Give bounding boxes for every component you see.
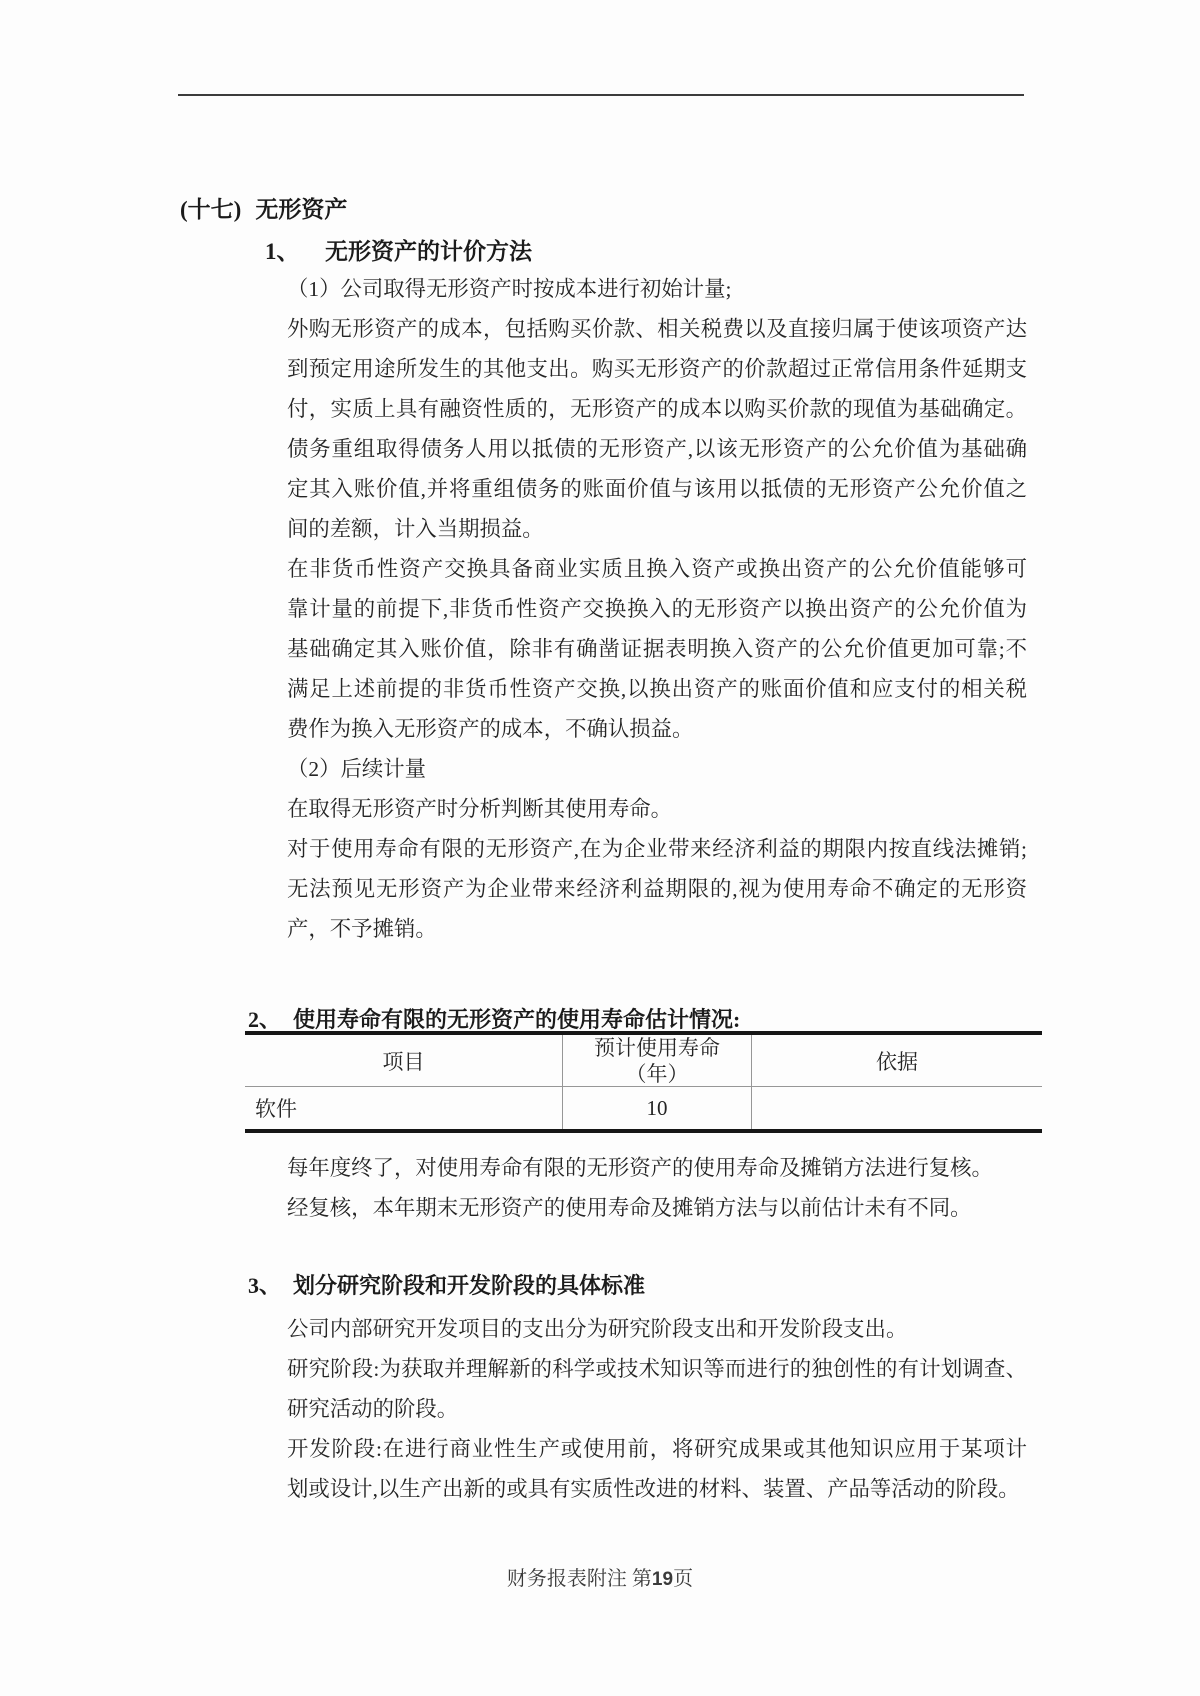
paragraph-line: 到预定用途所发生的其他支出。购买无形资产的价款超过正常信用条件延期支 — [287, 357, 1027, 381]
subsection-1-heading — [265, 236, 532, 268]
paragraph-line: 研究阶段:为获取并理解新的科学或技术知识等而进行的独创性的有计划调查、 — [287, 1357, 1027, 1381]
paragraph-line: 外购无形资产的成本，包括购买价款、相关税费以及直接归属于使该项资产达 — [287, 317, 1027, 341]
footer-page-number: 19 — [651, 1569, 674, 1590]
page-footer — [0, 1565, 1200, 1594]
paragraph-line: 公司内部研究开发项目的支出分为研究阶段支出和开发阶段支出。 — [287, 1317, 908, 1341]
paragraph-line: 对于使用寿命有限的无形资产,在为企业带来经济利益的期限内按直线法摊销; — [287, 837, 1027, 861]
paragraph-line: 费作为换入无形资产的成本，不确认损益。 — [287, 717, 694, 741]
header-rule — [178, 94, 1024, 96]
paragraph-line: 基础确定其入账价值，除非有确凿证据表明换入资产的公允价值更加可靠;不 — [287, 637, 1027, 661]
paragraph-line: 产，不予摊销。 — [287, 917, 437, 941]
paragraph-line: 靠计量的前提下,非货币性资产交换换入的无形资产以换出资产的公允价值为 — [287, 597, 1027, 621]
paragraph-line: 在取得无形资产时分析判断其使用寿命。 — [287, 797, 673, 821]
table-cell-basis — [752, 1087, 1042, 1129]
paragraph-line: 在非货币性资产交换具备商业实质且换入资产或换出资产的公允价值能够可 — [287, 557, 1027, 581]
table-cell-item: 软件 — [255, 1097, 297, 1121]
subsection-3-title: 划分研究阶段和开发阶段的具体标准 — [293, 1273, 646, 1298]
paragraph-line: （1）公司取得无形资产时按成本进行初始计量; — [287, 277, 732, 301]
table-header-basis: 依据 — [752, 1035, 1042, 1087]
table-header-life-line2: （年） — [625, 1061, 689, 1086]
footer-label: 财务报表附注 第 — [506, 1568, 652, 1590]
subsection-2-number: 2、 — [248, 1007, 282, 1032]
subsection-3-number: 3、 — [248, 1273, 282, 1298]
paragraph-line: 经复核，本年期末无形资产的使用寿命及摊销方法与以前估计未有不同。 — [287, 1196, 972, 1220]
paragraph-line: 开发阶段:在进行商业性生产或使用前，将研究成果或其他知识应用于某项计 — [287, 1437, 1027, 1461]
paragraph-line: 债务重组取得债务人用以抵债的无形资产,以该无形资产的公允价值为基础确 — [287, 437, 1027, 461]
footer-page-suffix: 页 — [673, 1568, 694, 1590]
paragraph-line: 划或设计,以生产出新的或具有实质性改进的材料、装置、产品等活动的阶段。 — [287, 1477, 1020, 1501]
paragraph-line: 间的差额，计入当期损益。 — [287, 517, 544, 541]
table-header-item: 项目 — [245, 1035, 562, 1087]
table-cell-years: 10 — [562, 1087, 752, 1129]
table-header-life-line1: 预计使用寿命 — [594, 1035, 720, 1060]
section-heading — [180, 194, 347, 226]
subsection-2-title: 使用寿命有限的无形资产的使用寿命估计情况: — [293, 1007, 741, 1032]
paragraph-line: 研究活动的阶段。 — [287, 1397, 459, 1421]
paragraph-line: 每年度终了，对使用寿命有限的无形资产的使用寿命及摊销方法进行复核。 — [287, 1156, 993, 1180]
subsection-1-number: 1、 — [265, 239, 300, 264]
subsection-3-heading — [248, 1270, 645, 1302]
table-header-life — [562, 1035, 752, 1087]
paragraph-line: （2）后续计量 — [287, 757, 427, 781]
paragraph-line: 满足上述前提的非货币性资产交换,以换出资产的账面价值和应支付的相关税 — [287, 677, 1027, 701]
rd-stage-paragraphs — [287, 1309, 1027, 1509]
paragraph-line: 定其入账价值,并将重组债务的账面价值与该用以抵债的无形资产公允价值之 — [287, 477, 1027, 501]
paragraph-line: 无法预见无形资产为企业带来经济利益期限的,视为使用寿命不确定的无形资 — [287, 877, 1027, 901]
subsection-1-title: 无形资产的计价方法 — [325, 239, 532, 264]
section-number: (十七) — [180, 197, 242, 222]
useful-life-table — [245, 1031, 1042, 1133]
paragraph-line: 付，实质上具有融资性质的，无形资产的成本以购买价款的现值为基础确定。 — [287, 397, 1027, 421]
section-title: 无形资产 — [255, 197, 348, 222]
valuation-method-paragraphs — [287, 269, 1027, 949]
review-notes — [287, 1148, 1027, 1228]
